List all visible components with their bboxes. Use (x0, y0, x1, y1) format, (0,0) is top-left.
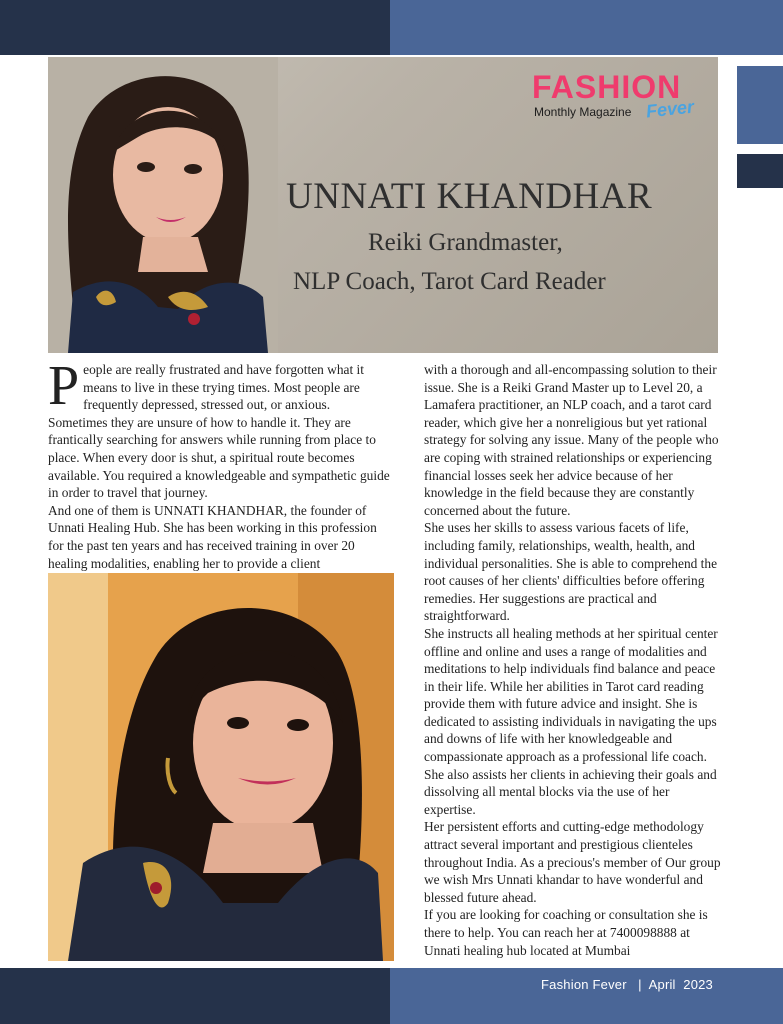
article-paragraph-3: with a thorough and all-encompassing solution to their issue. She is a Reiki Grand Master up to Level 20, a Lamafera practitioner, an NLP coach, and a tarot card reader, which give her a nonreligious but yet rational strategy for solving any issue. Many of the people who are coping with strained relationships or experiencing financial losses seek her advice because of her knowledge in the field because they are constantly concerned about the future. (424, 362, 719, 518)
article-paragraph-5: She instructs all healing methods at her spiritual center offline and online and uses a range of modalities and meditations to help individuals find balance and peace in their life. While her abilities in Tarot card reading provide them with future advice and insight. She is dedicated to assisting individuals in navigating the ups and downs of life with her knowledgeable and compassionate approach as a professional life coach. She also assists her clients in achieving their goals and dissolving all mental blocks via the use of her expertise. (424, 625, 718, 817)
header-bar-dark (0, 0, 390, 55)
side-accent-block-blue (737, 66, 783, 144)
footer-bar-dark (0, 968, 390, 1024)
footer-issue-label: Fashion Fever | April 2023 (541, 977, 713, 992)
portrait-photo-2 (48, 573, 394, 961)
side-accent-block-dark (737, 154, 783, 188)
article-paragraph-6: Her persistent efforts and cutting-edge methodology attract several important and prestigious clienteles throughout India. As a precious's member of Our group we wish Mrs Unnati khandar to have wonderful and blessed future ahead. (424, 819, 721, 905)
drop-cap: P (48, 355, 80, 417)
article-column-left (48, 355, 390, 572)
portrait-photo-2-image (48, 573, 394, 961)
magazine-logo (532, 69, 702, 129)
article-paragraph-4: She uses her skills to assess various facets of life, including family, relationships, wealth, health, and individual personalities. She is able to comprehend the root causes of her clients' difficulties before offering remedies. Her suggestions are practical and straightforward. (424, 520, 718, 624)
header-bar-blue (390, 0, 783, 55)
article-paragraph-2: And one of them is UNNATI KHANDHAR, the founder of Unnati Healing Hub. She has been working in this profession for the past ten years and has received training in over 20 healing modalities, enabling her to provide a client (48, 502, 377, 571)
person-role-line-2: NLP Coach, Tarot Card Reader (293, 268, 606, 295)
article-paragraph-1 (48, 355, 390, 502)
article-column-right (424, 361, 724, 959)
portrait-photo-1 (48, 57, 278, 353)
paragraph-1-text: eople are really frustrated and have forgotten what it means to live in these trying times. Most people are frequently depressed, stressed out, or anxious. Sometimes they are unsure of how to handle it. They are frantically searching for answers while running from place to place. When every door is shut, a spiritual route becomes available. You required a knowledgeable and sympathetic guide in order to travel that journey. (48, 362, 390, 501)
person-role-line-1: Reiki Grandmaster, (368, 229, 563, 256)
article-paragraph-7: If you are looking for coaching or consultation she is there to help. You can reach her at 7400098888 at Unnati healing hub located at Mumbai (424, 907, 708, 958)
logo-subtitle: Monthly Magazine (534, 105, 632, 119)
person-name: UNNATI KHANDHAR (286, 176, 653, 217)
logo-accent: Fever (645, 96, 695, 122)
hero-banner (48, 57, 718, 353)
logo-title: FASHION (532, 69, 682, 105)
